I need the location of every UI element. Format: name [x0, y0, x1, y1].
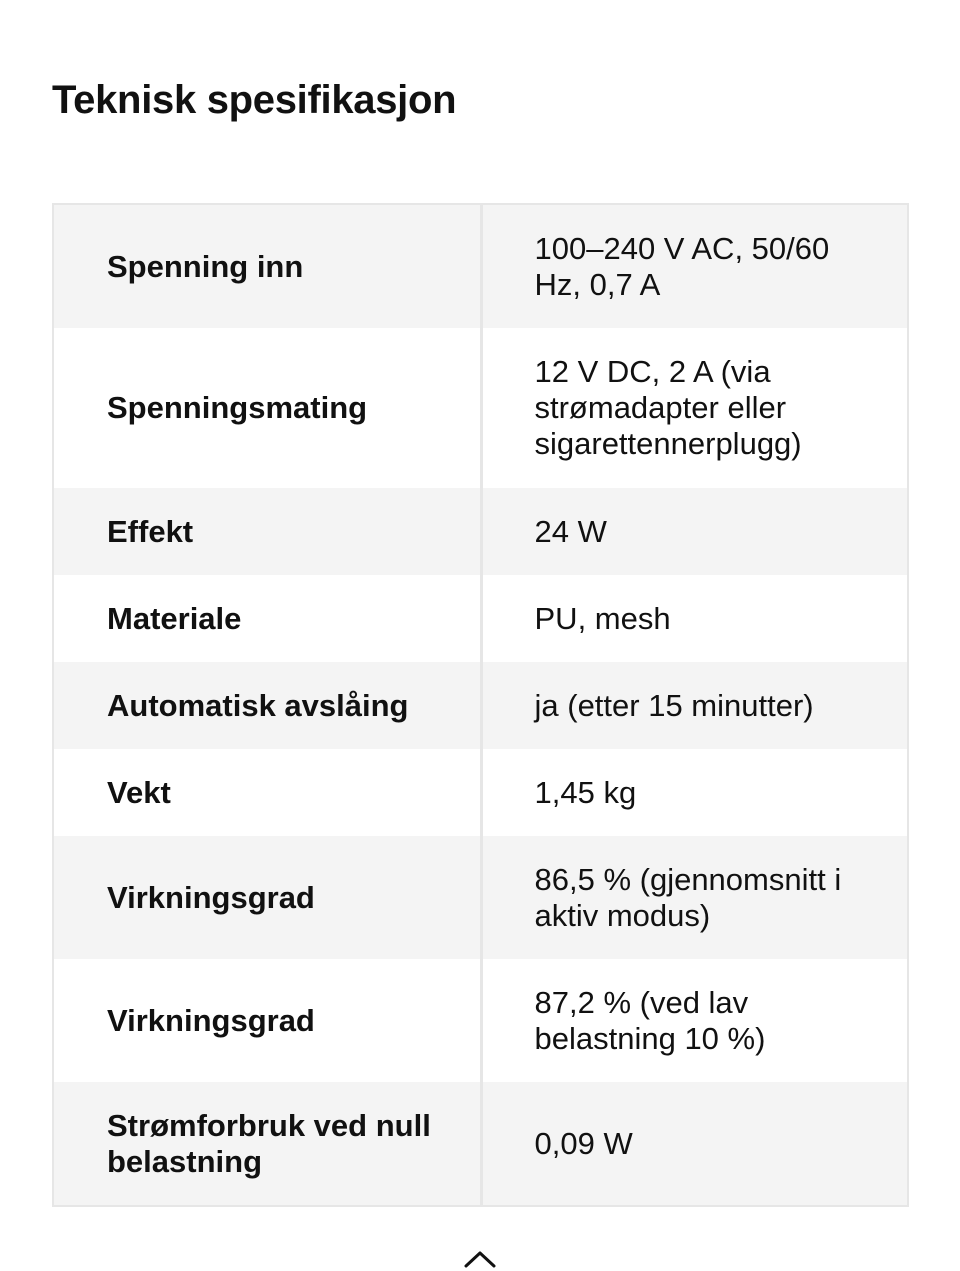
spec-table	[52, 203, 909, 1207]
spec-value: 100–240 V AC, 50/60 Hz, 0,7 A	[481, 204, 908, 328]
table-row	[53, 328, 908, 488]
spec-label: Effekt	[53, 488, 481, 575]
table-row	[53, 662, 908, 749]
spec-value: 86,5 % (gjennomsnitt i aktiv modus)	[481, 836, 908, 959]
spec-value: PU, mesh	[481, 575, 908, 662]
spec-label: Materiale	[53, 575, 481, 662]
table-row	[53, 836, 908, 959]
spec-label: Automatisk avslåing	[53, 662, 481, 749]
spec-label: Strømforbruk ved null belastning	[53, 1082, 481, 1206]
spec-value: 0,09 W	[481, 1082, 908, 1206]
spec-value: 87,2 % (ved lav belastning 10 %)	[481, 959, 908, 1082]
spec-value: ja (etter 15 minutter)	[481, 662, 908, 749]
spec-label: Spenning inn	[53, 204, 481, 328]
chevron-up-icon[interactable]	[463, 1250, 497, 1268]
page-title: Teknisk spesifikasjon	[52, 78, 457, 122]
spec-label: Virkningsgrad	[53, 836, 481, 959]
table-row	[53, 575, 908, 662]
table-row	[53, 204, 908, 328]
table-row	[53, 1082, 908, 1206]
table-row	[53, 749, 908, 836]
spec-value: 12 V DC, 2 A (via strømadapter eller sigarettennerplugg)	[481, 328, 908, 488]
table-row	[53, 959, 908, 1082]
spec-label: Vekt	[53, 749, 481, 836]
spec-value: 1,45 kg	[481, 749, 908, 836]
spec-value: 24 W	[481, 488, 908, 575]
spec-label: Spenningsmating	[53, 328, 481, 488]
table-row	[53, 488, 908, 575]
spec-label: Virkningsgrad	[53, 959, 481, 1082]
